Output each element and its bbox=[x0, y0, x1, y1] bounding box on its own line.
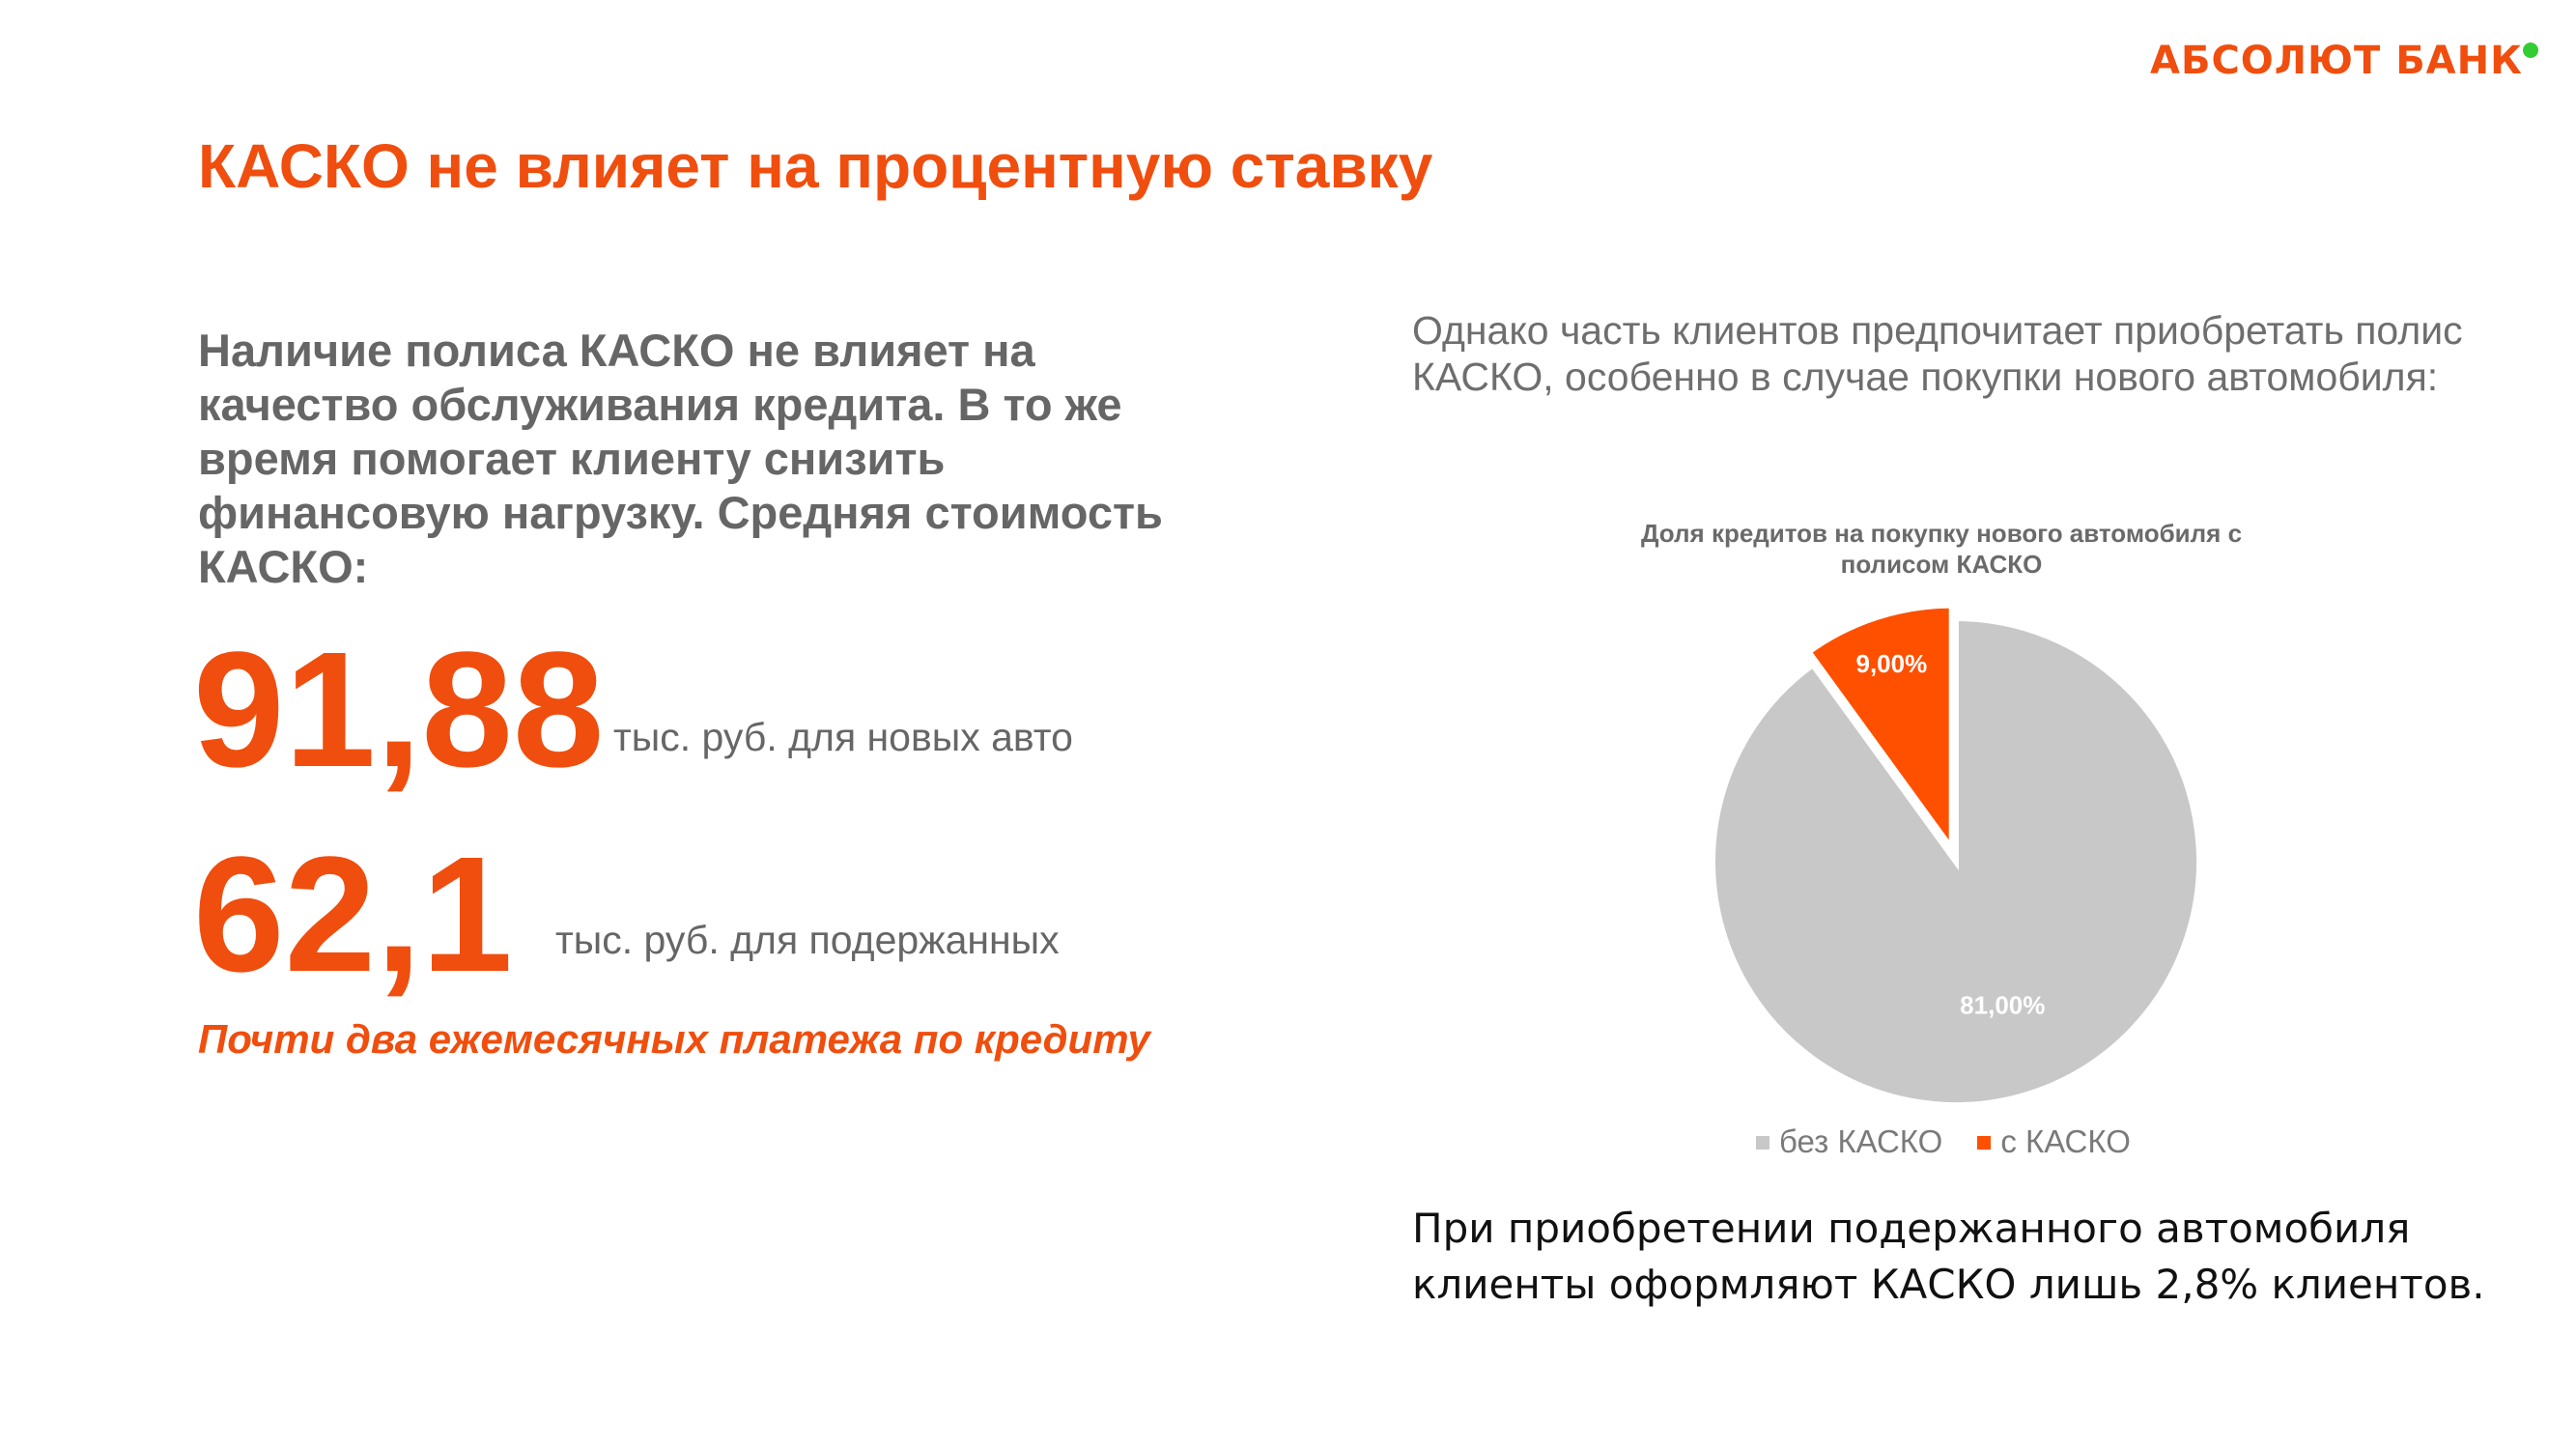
lead-text: Наличие полиса КАСКО не влияет на качество обслуживания кредита. В то же время помогает клиенту снизить финансовую нагрузку. Средняя стоимость КАСКО: bbox=[198, 325, 1163, 592]
price-used-value: 62,1 bbox=[193, 823, 513, 1007]
price-new-row bbox=[193, 618, 1073, 802]
side-text: Однако часть клиентов предпочитает приобретать полис КАСКО, особенно в случае покупки нового автомобиля: bbox=[1412, 308, 2463, 399]
logo-dot-icon bbox=[2523, 43, 2538, 58]
legend-item-1 bbox=[1756, 1123, 1942, 1160]
chart-legend bbox=[1756, 1123, 2166, 1160]
price-used-row bbox=[193, 823, 1060, 1007]
pie-data-label-1: 81,00% bbox=[1960, 990, 2046, 1020]
chart-title: Доля кредитов на покупку нового автомобиля с полисом КАСКО bbox=[1640, 519, 2243, 579]
price-new-unit: тыс. руб. для новых авто bbox=[613, 715, 1073, 759]
legend-label-2: с КАСКО bbox=[2000, 1123, 2131, 1159]
legend-item-2 bbox=[1977, 1123, 2131, 1160]
price-used-unit: тыс. руб. для подержанных bbox=[555, 918, 1060, 962]
pie-data-label-2: 9,00% bbox=[1855, 648, 1928, 678]
legend-label-1: без КАСКО bbox=[1779, 1123, 1943, 1159]
page-title: КАСКО не влияет на процентную ставку bbox=[198, 131, 1433, 201]
note-text: Почти два ежемесячных платежа по кредиту bbox=[198, 1016, 1150, 1062]
pie-slice-1 bbox=[1713, 618, 2199, 1105]
price-new-value: 91,88 bbox=[193, 618, 605, 802]
bottom-text: При приобретении подержанного автомобиля клиенты оформляют КАСКО лишь 2,8% клиентов. bbox=[1412, 1205, 2485, 1308]
legend-swatch-1 bbox=[1756, 1136, 1769, 1150]
pie-chart bbox=[1681, 580, 2260, 1121]
brand-logo: АБСОЛЮТ БАНК bbox=[2150, 39, 2523, 83]
legend-swatch-2 bbox=[1977, 1136, 1991, 1150]
